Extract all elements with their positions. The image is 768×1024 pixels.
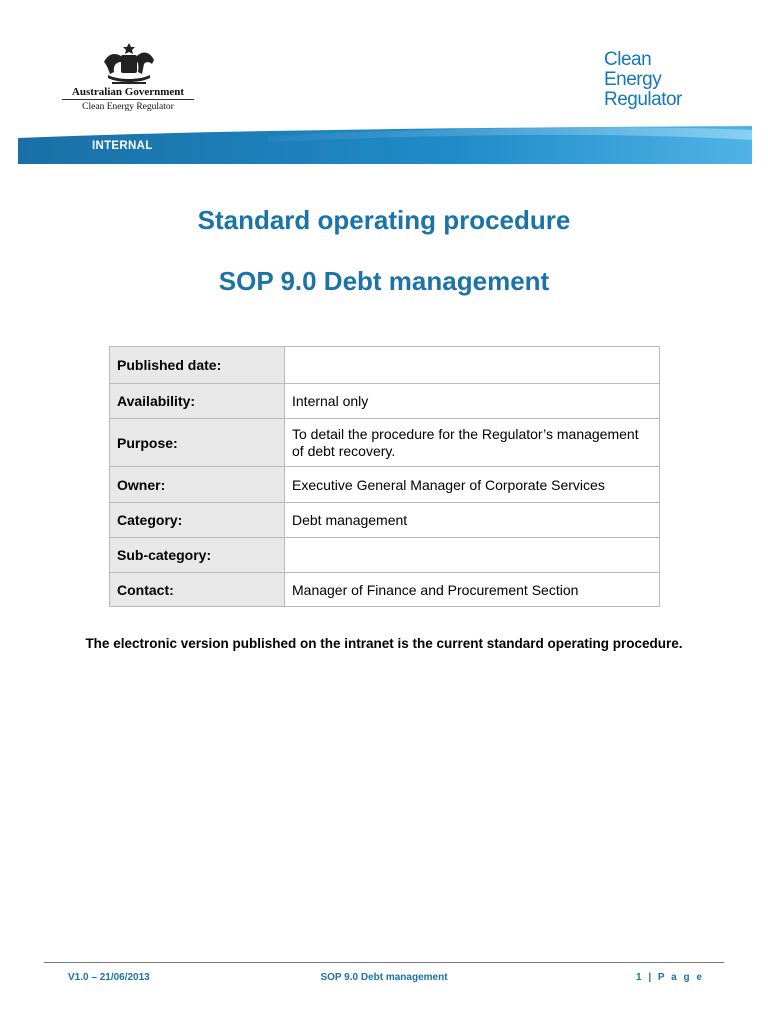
row-label: Owner: (110, 467, 285, 503)
table-row (110, 419, 660, 467)
row-value (285, 347, 660, 384)
row-label: Contact: (110, 573, 285, 607)
row-label: Purpose: (110, 419, 285, 467)
government-agency: Clean Energy Regulator (82, 102, 174, 112)
government-divider (62, 99, 194, 100)
brand-line-1: Clean (604, 49, 652, 70)
document-subtitle: SOP 9.0 Debt management (218, 266, 550, 296)
row-value: Executive General Manager of Corporate Services (285, 467, 660, 503)
document-title: Standard operating procedure (197, 205, 571, 235)
row-label: Availability: (110, 384, 285, 419)
row-value: To detail the procedure for the Regulator’s management of debt recovery. (285, 419, 660, 467)
table-row (110, 503, 660, 538)
footer-doc-title: SOP 9.0 Debt management (320, 972, 448, 983)
row-value: Internal only (285, 384, 660, 419)
brand-logo (604, 50, 682, 110)
row-label: Published date: (110, 347, 285, 384)
footer-page-number: 1 | P a g e (636, 972, 704, 983)
brand-line-2: Energy (604, 69, 662, 90)
classification-label: INTERNAL (92, 140, 153, 152)
version-note: The electronic version published on the intranet is the current standard operating procedure. (85, 636, 683, 651)
coat-of-arms-icon (98, 42, 160, 86)
row-value: Manager of Finance and Procurement Section (285, 573, 660, 607)
footer-divider (44, 962, 724, 963)
row-label: Sub-category: (110, 538, 285, 573)
table-row (110, 573, 660, 607)
document-info-table (109, 346, 660, 607)
row-value: Debt management (285, 503, 660, 538)
row-label: Category: (110, 503, 285, 538)
table-row (110, 467, 660, 503)
table-row (110, 347, 660, 384)
row-value (285, 538, 660, 573)
brand-line-3: Regulator (604, 89, 682, 110)
footer-version: V1.0 – 21/06/2013 (68, 972, 150, 983)
table-row (110, 538, 660, 573)
government-name: Australian Government (71, 86, 185, 98)
table-row (110, 384, 660, 419)
